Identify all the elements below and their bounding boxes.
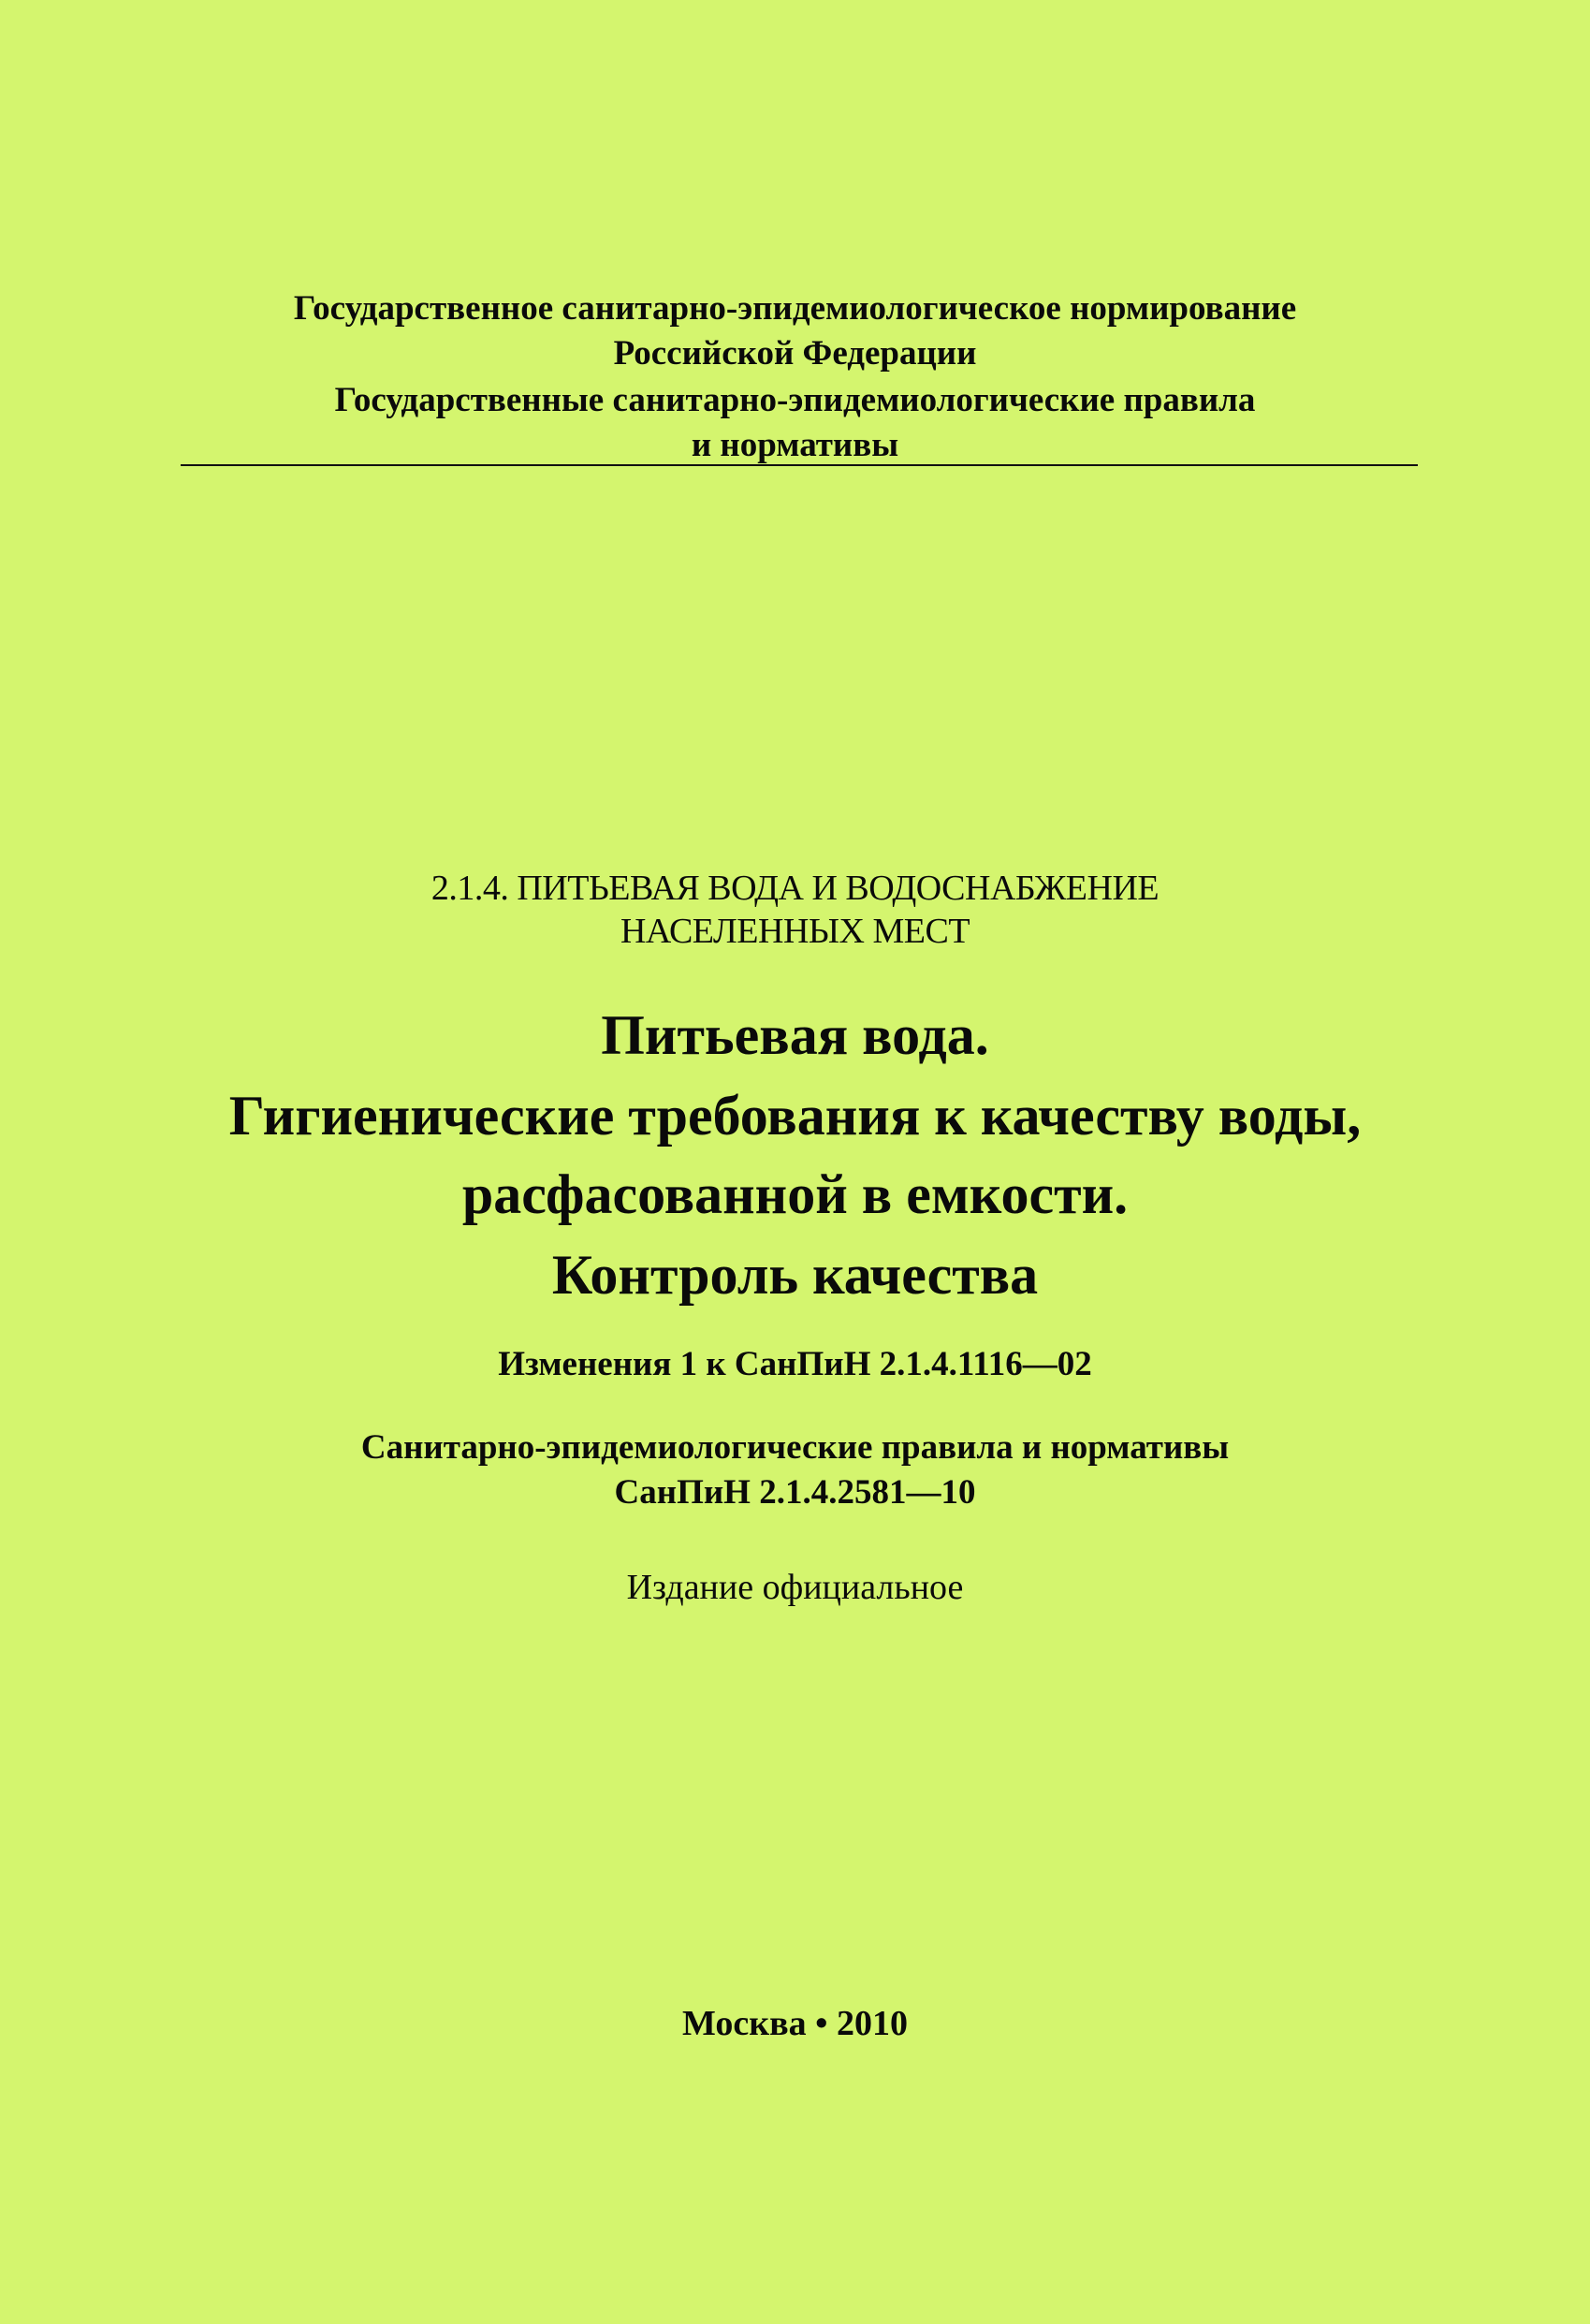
edition-label: Издание официальное (626, 1568, 964, 1607)
imprint-place-year: Москва • 2010 (682, 2004, 908, 2043)
rules-line-1: Санитарно-эпидемиологические правила и нормативы (360, 1428, 1230, 1467)
section-line-1: 2.1.4. ПИТЬЕВАЯ ВОДА И ВОДОСНАБЖЕНИЕ (430, 869, 1160, 908)
amendment-text: Изменения 1 к СанПиН 2.1.4.1116—02 (498, 1345, 1092, 1383)
rules-line-2: СанПиН 2.1.4.2581—10 (614, 1473, 976, 1512)
header-line-2: Российской Федерации (613, 334, 977, 373)
title-line-4: Контроль качества (551, 1244, 1039, 1306)
header-line-1: Государственное санитарно-эпидемиологическое нормирование (293, 289, 1297, 328)
title-line-2: Гигиенические требования к качеству воды, (228, 1085, 1362, 1147)
title-line-1: Питьевая вода. (601, 1004, 989, 1066)
header-line-4: и нормативы (691, 426, 899, 464)
title-line-3: расфасованной в емкости. (461, 1163, 1129, 1225)
header-line-3: Государственные санитарно-эпидемиологические правила (334, 381, 1256, 419)
header-divider (181, 464, 1418, 466)
section-line-2: НАСЕЛЕННЫХ МЕСТ (620, 912, 970, 951)
